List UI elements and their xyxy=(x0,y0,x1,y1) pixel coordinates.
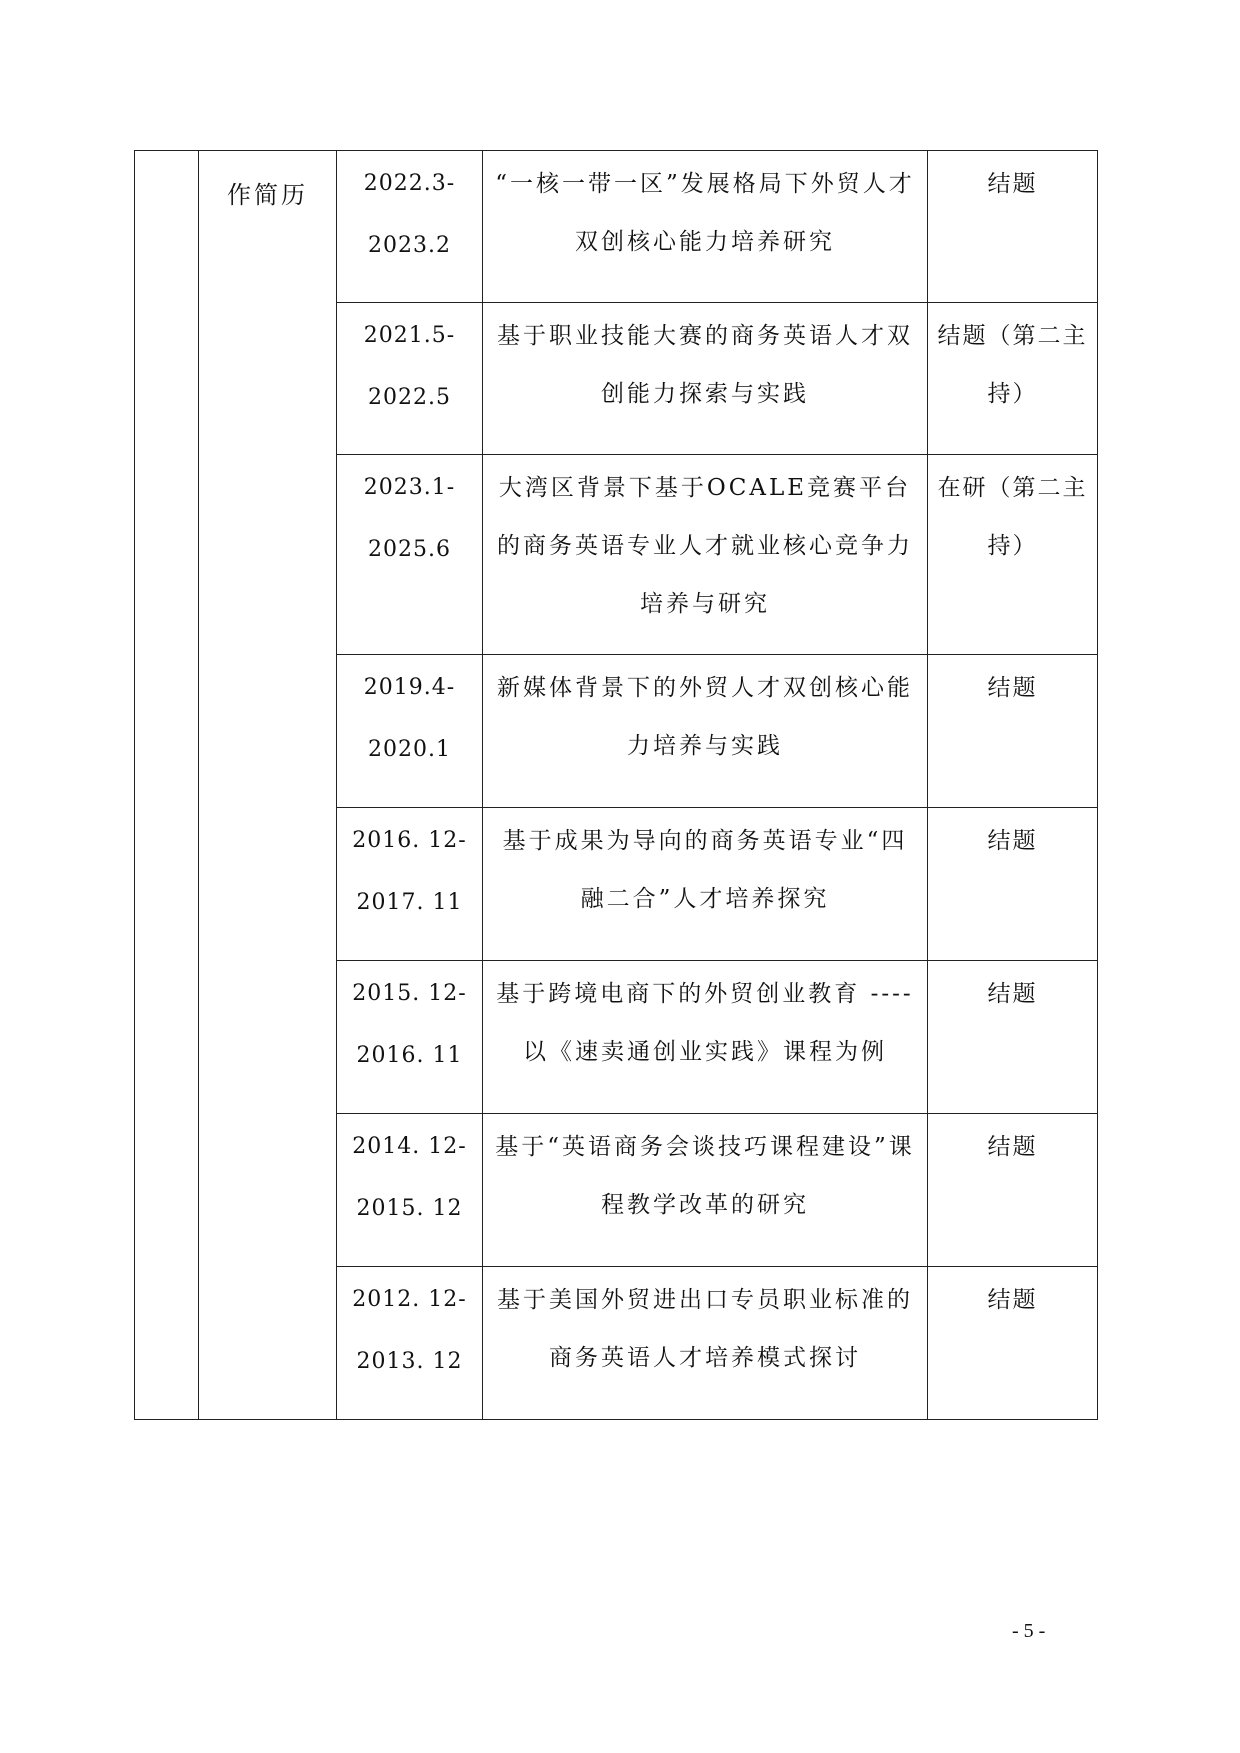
project-title: 基于成果为导向的商务英语专业“四融二合”人才培养探究 xyxy=(483,808,928,961)
period-cell xyxy=(337,303,483,455)
period-cell xyxy=(337,1267,483,1420)
period-end: 2025.6 xyxy=(368,537,451,562)
project-table xyxy=(134,150,1098,1420)
project-title: 基于“英语商务会谈技巧课程建设”课程教学改革的研究 xyxy=(483,1114,928,1267)
project-status: 结题（第二主持） xyxy=(928,303,1098,455)
period-cell xyxy=(337,151,483,303)
project-title: “一核一带一区”发展格局下外贸人才双创核心能力培养研究 xyxy=(483,151,928,303)
project-status: 结题 xyxy=(928,151,1098,303)
period-start: 2014. 12- xyxy=(352,1134,467,1159)
period-end: 2015. 12 xyxy=(356,1196,463,1221)
project-title: 新媒体背景下的外贸人才双创核心能力培养与实践 xyxy=(483,655,928,808)
period-end: 2016. 11 xyxy=(356,1043,463,1068)
project-status: 在研（第二主持） xyxy=(928,455,1098,655)
period-end: 2017. 11 xyxy=(356,890,463,915)
period-cell xyxy=(337,655,483,808)
project-title: 基于职业技能大赛的商务英语人才双创能力探索与实践 xyxy=(483,303,928,455)
project-status: 结题 xyxy=(928,961,1098,1114)
page-number: - 5 - xyxy=(1012,1620,1046,1642)
blank-column xyxy=(135,151,199,1420)
project-title: 基于跨境电商下的外贸创业教育 ----以《速卖通创业实践》课程为例 xyxy=(483,961,928,1114)
period-start: 2015. 12- xyxy=(352,981,467,1006)
project-status: 结题 xyxy=(928,1267,1098,1420)
period-cell xyxy=(337,808,483,961)
period-start: 2023.1- xyxy=(363,475,456,500)
period-end: 2022.5 xyxy=(368,385,451,410)
period-start: 2022.3- xyxy=(363,171,456,196)
period-end: 2020.1 xyxy=(368,737,451,762)
section-label: 作简历 xyxy=(199,151,337,1420)
project-status: 结题 xyxy=(928,655,1098,808)
period-cell xyxy=(337,455,483,655)
period-cell xyxy=(337,961,483,1114)
period-start: 2012. 12- xyxy=(352,1287,467,1312)
period-start: 2016. 12- xyxy=(352,828,467,853)
project-title: 基于美国外贸进出口专员职业标准的商务英语人才培养模式探讨 xyxy=(483,1267,928,1420)
project-status: 结题 xyxy=(928,808,1098,961)
project-title: 大湾区背景下基于OCALE竞赛平台的商务英语专业人才就业核心竞争力培养与研究 xyxy=(483,455,928,655)
period-start: 2019.4- xyxy=(363,675,456,700)
period-cell xyxy=(337,1114,483,1267)
period-end: 2023.2 xyxy=(368,233,451,258)
project-status: 结题 xyxy=(928,1114,1098,1267)
period-start: 2021.5- xyxy=(363,323,456,348)
period-end: 2013. 12 xyxy=(356,1349,463,1374)
project-row xyxy=(135,151,1098,303)
